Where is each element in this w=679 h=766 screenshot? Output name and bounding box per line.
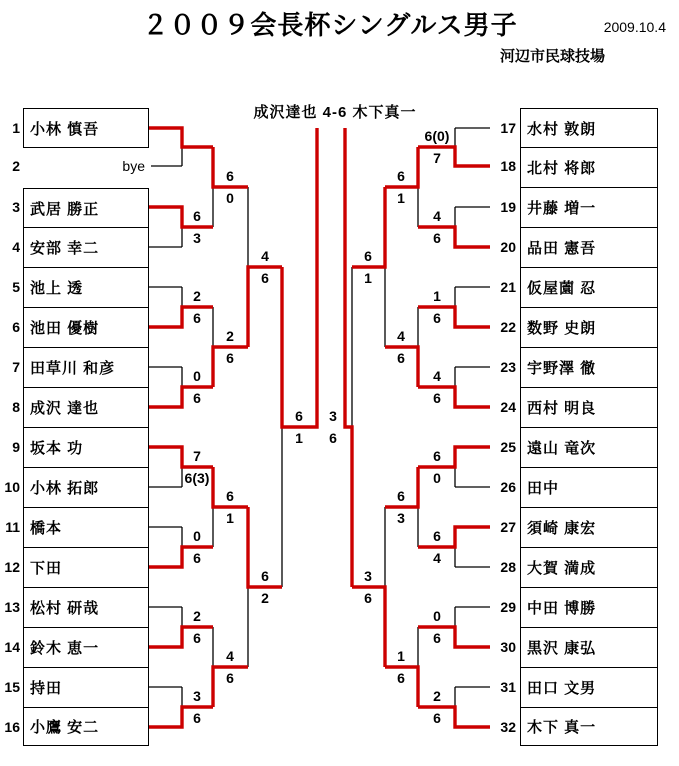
match-score-top: 2 <box>226 328 234 344</box>
match-score-bottom: 1 <box>397 190 405 206</box>
seed-number: 4 <box>12 239 20 255</box>
player-cell: 橋本 <box>23 507 149 547</box>
player-cell: 大賀 満成 <box>520 547 658 587</box>
player-cell: 黒沢 康弘 <box>520 627 658 667</box>
match-score-bottom: 6 <box>226 350 234 366</box>
match-score-bottom: 6 <box>433 630 441 646</box>
match-score-bottom: 6 <box>433 710 441 726</box>
match-score-bottom: 6 <box>364 590 372 606</box>
match-score-top: 6(0) <box>424 128 450 144</box>
seed-number: 6 <box>12 319 20 335</box>
match-score-top: 6 <box>226 168 234 184</box>
player-cell: 田草川 和彦 <box>23 347 149 387</box>
player-cell: 坂本 功 <box>23 427 149 467</box>
seed-number: 3 <box>12 199 20 215</box>
match-score-bottom: 6 <box>193 630 201 646</box>
match-score-top: 4 <box>433 208 441 224</box>
player-cell: 水村 敦朗 <box>520 108 658 147</box>
match-score-top: 0 <box>193 368 201 384</box>
match-score-bottom: 4 <box>433 550 441 566</box>
match-score-top: 0 <box>433 608 441 624</box>
seed-number: 10 <box>4 479 20 495</box>
seed-number: 26 <box>500 479 516 495</box>
player-cell: 田中 <box>520 467 658 507</box>
seed-number: 23 <box>500 359 516 375</box>
match-score-bottom: 1 <box>295 430 303 446</box>
bye-label: bye <box>122 158 145 174</box>
match-score-top: 4 <box>226 648 234 664</box>
match-score-bottom: 1 <box>364 270 372 286</box>
seed-number: 16 <box>4 719 20 735</box>
match-score-bottom: 3 <box>193 230 201 246</box>
player-cell: 成沢 達也 <box>23 387 149 427</box>
match-score-bottom: 7 <box>433 150 441 166</box>
player-cell: 仮屋薗 忍 <box>520 267 658 307</box>
player-cell: 木下 真一 <box>520 707 658 746</box>
match-score-top: 7 <box>193 448 201 464</box>
match-score-bottom: 6 <box>193 310 201 326</box>
match-score-top: 6 <box>433 528 441 544</box>
match-score-top: 2 <box>193 288 201 304</box>
match-score-bottom: 6(3) <box>184 470 210 486</box>
match-score-bottom: 1 <box>226 510 234 526</box>
player-cell: 井藤 増一 <box>520 187 658 227</box>
match-score-bottom: 6 <box>193 710 201 726</box>
match-score-bottom: 0 <box>226 190 234 206</box>
match-score-bottom: 6 <box>433 230 441 246</box>
match-score-bottom: 6 <box>433 310 441 326</box>
match-score-bottom: 2 <box>261 590 269 606</box>
seed-number: 15 <box>4 679 20 695</box>
match-score-top: 6 <box>226 488 234 504</box>
player-cell: 小林 慎吾 <box>23 108 149 148</box>
match-score-top: 6 <box>433 448 441 464</box>
match-score-top: 4 <box>261 248 269 264</box>
seed-number: 24 <box>500 399 516 415</box>
seed-number: 18 <box>500 158 516 174</box>
player-cell: 数野 史朗 <box>520 307 658 347</box>
seed-number: 31 <box>500 679 516 695</box>
seed-number: 2 <box>12 158 20 174</box>
seed-number: 8 <box>12 399 20 415</box>
match-score-bottom: 6 <box>193 390 201 406</box>
seed-number: 5 <box>12 279 20 295</box>
match-score-top: 6 <box>397 488 405 504</box>
seed-number: 7 <box>12 359 20 375</box>
seed-number: 12 <box>4 559 20 575</box>
seed-number: 1 <box>12 120 20 136</box>
match-score-bottom: 6 <box>397 670 405 686</box>
match-score-top: 6 <box>364 248 372 264</box>
seed-number: 32 <box>500 719 516 735</box>
match-score-top: 0 <box>193 528 201 544</box>
seed-number: 14 <box>4 639 20 655</box>
player-cell: 遠山 竜次 <box>520 427 658 467</box>
player-cell: 池田 優樹 <box>23 307 149 347</box>
player-cell: 安部 幸二 <box>23 227 149 267</box>
player-cell: 田口 文男 <box>520 667 658 707</box>
player-cell: 松村 研哉 <box>23 587 149 627</box>
seed-number: 29 <box>500 599 516 615</box>
player-cell: 西村 明良 <box>520 387 658 427</box>
page-title: ２００９会長杯シングルス男子 <box>142 10 518 40</box>
player-cell: 武居 勝正 <box>23 188 149 227</box>
match-score-top: 6 <box>295 408 303 424</box>
match-score-bottom: 3 <box>397 510 405 526</box>
match-score-top: 4 <box>433 368 441 384</box>
player-cell: 中田 博勝 <box>520 587 658 627</box>
player-cell: 鈴木 恵一 <box>23 627 149 667</box>
seed-number: 11 <box>5 519 20 535</box>
player-cell: 品田 憲吾 <box>520 227 658 267</box>
seed-number: 27 <box>500 519 516 535</box>
player-cell: 小鷹 安二 <box>23 707 149 746</box>
match-score-top: 3 <box>193 688 201 704</box>
match-score-top: 2 <box>433 688 441 704</box>
seed-number: 22 <box>500 319 516 335</box>
match-score-top: 6 <box>193 208 201 224</box>
seed-number: 20 <box>500 239 516 255</box>
seed-number: 19 <box>500 199 516 215</box>
match-score-bottom: 6 <box>433 390 441 406</box>
player-cell: 池上 透 <box>23 267 149 307</box>
seed-number: 13 <box>4 599 20 615</box>
match-score-bottom: 6 <box>397 350 405 366</box>
seed-number: 25 <box>500 439 516 455</box>
seed-number: 21 <box>500 279 516 295</box>
match-score-top: 1 <box>433 288 441 304</box>
seed-number: 28 <box>500 559 516 575</box>
player-cell: 下田 <box>23 547 149 587</box>
player-cell: 持田 <box>23 667 149 707</box>
match-score-bottom: 6 <box>261 270 269 286</box>
player-cell: 宇野澤 徹 <box>520 347 658 387</box>
date-label: 2009.10.4 <box>603 19 666 35</box>
match-score-top: 6 <box>261 568 269 584</box>
match-score-bottom: 6 <box>226 670 234 686</box>
match-score-bottom: 0 <box>433 470 441 486</box>
seed-number: 30 <box>500 639 516 655</box>
venue-label: 河辺市民球技場 <box>500 48 606 65</box>
final-result: 成沢達也 4-6 木下真一 <box>253 104 417 121</box>
seed-number: 17 <box>500 120 516 136</box>
player-cell: 須崎 康宏 <box>520 507 658 547</box>
match-score-bottom: 6 <box>193 550 201 566</box>
match-score-top: 3 <box>364 568 372 584</box>
seed-number: 9 <box>12 439 20 455</box>
match-score-bottom: 6 <box>329 430 337 446</box>
match-score-top: 6 <box>397 168 405 184</box>
match-score-top: 1 <box>397 648 405 664</box>
match-score-top: 2 <box>193 608 201 624</box>
match-score-top: 3 <box>329 408 337 424</box>
player-cell: 北村 将郎 <box>520 147 658 187</box>
match-score-top: 4 <box>397 328 405 344</box>
player-cell: 小林 拓郎 <box>23 467 149 507</box>
